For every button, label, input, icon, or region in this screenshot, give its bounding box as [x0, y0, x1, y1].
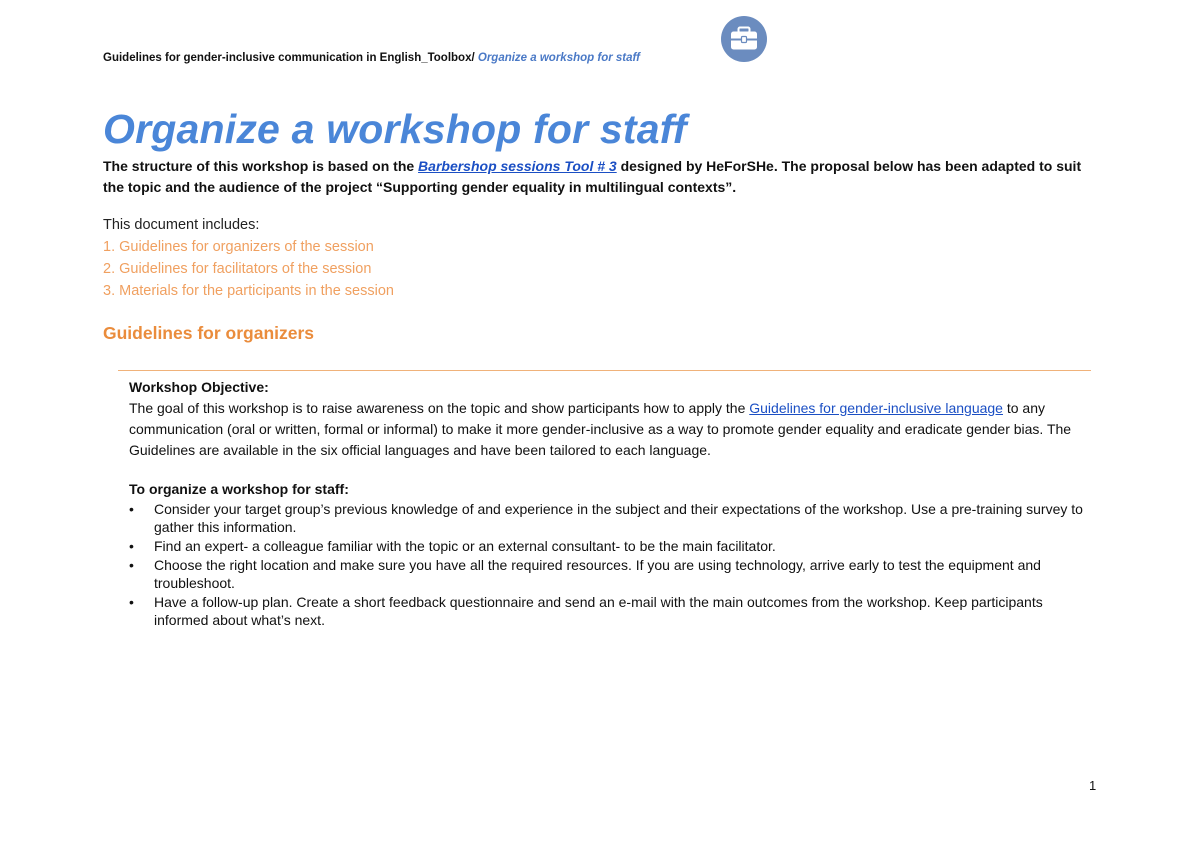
workshop-objective — [129, 377, 1084, 461]
intro-text-before: The structure of this workshop is based on the — [103, 158, 419, 174]
list-item-text: Choose the right location and make sure you have all the required resources. If you are using technology, arrive early to test the equipment and troubleshoot. — [154, 557, 1041, 591]
page-number: 1 — [1089, 778, 1097, 793]
contents-list — [103, 236, 394, 302]
section-divider — [118, 370, 1091, 371]
list-item-text: Consider your target group’s previous knowledge of and experience in the subject and their expectations of the workshop. Use a pre-training survey to gather this information. — [154, 501, 1083, 535]
document-contents — [103, 214, 394, 302]
bullet: • — [129, 501, 134, 517]
list-item — [129, 593, 1084, 629]
guidelines-link[interactable]: Guidelines for gender-inclusive language — [749, 400, 1003, 416]
list-item — [129, 556, 1084, 592]
bullet: • — [129, 557, 134, 573]
contents-item: 1. Guidelines for organizers of the session — [103, 239, 374, 255]
contents-item: 3. Materials for the participants in the session — [103, 283, 394, 299]
list-item-text: Find an expert- a colleague familiar with the topic or an external consultant- to be the main facilitator. — [154, 538, 776, 554]
running-header — [103, 52, 640, 64]
objective-text-after: to any communication (oral or written, formal or informal) to make it more gender-inclusive as a way to promote gender equality and eradicate gender bias. The Guidelines are available in the six official languages and have been tailored to each language. — [129, 400, 1072, 458]
section-heading: Guidelines for organizers — [103, 323, 315, 343]
list-item-text: Have a follow-up plan. Create a short feedback questionnaire and send an e-mail with the main outcomes from the workshop. Keep participants informed about what’s next. — [154, 594, 1043, 628]
toolbox-icon — [721, 16, 767, 62]
intro-paragraph — [103, 156, 1093, 198]
includes-label: This document includes: — [103, 217, 260, 233]
header-section-name: Organize a workshop for staff — [477, 52, 640, 64]
list-item — [129, 537, 1084, 555]
list-item — [129, 500, 1084, 536]
bullet: • — [129, 594, 134, 610]
bullet: • — [129, 538, 134, 554]
contents-item: 2. Guidelines for facilitators of the session — [103, 261, 372, 277]
organize-heading: To organize a workshop for staff: — [129, 481, 349, 497]
organize-steps-list — [129, 500, 1084, 630]
barbershop-tool-link[interactable]: Barbershop sessions Tool # 3 — [418, 158, 617, 174]
objective-heading: Workshop Objective: — [129, 379, 269, 395]
page-title: Organize a workshop for staff — [103, 106, 687, 152]
header-doc-path: Guidelines for gender-inclusive communication in English_Toolbox/ — [103, 52, 475, 64]
intro-text-after: designed by HeForSHe. The proposal below has been adapted to suit the topic and the audience of the project “Supporting gender equality in multilingual contexts”. — [103, 158, 1082, 195]
objective-paragraph — [129, 398, 1084, 461]
objective-text-before: The goal of this workshop is to raise awareness on the topic and show participants how to apply the — [129, 400, 750, 416]
